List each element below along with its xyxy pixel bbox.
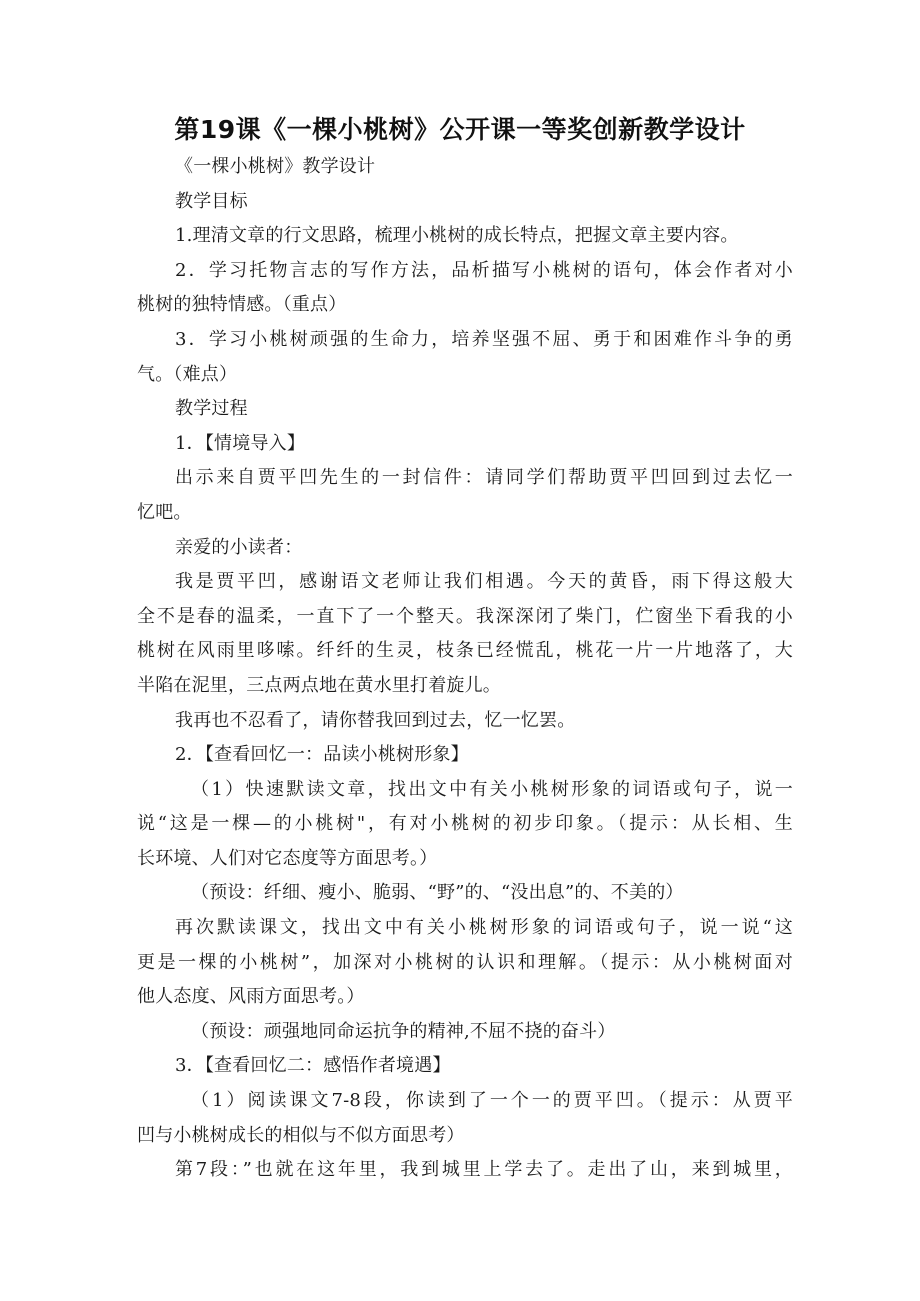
paragraph-line: （1）快速默读文章，找出文中有关小桃树形象的词语或句子，说一 bbox=[191, 778, 793, 800]
paragraph-line: 说“这是一棵—的小桃树"，有对小桃树的初步印象。（提示：从长相、生 bbox=[137, 813, 793, 835]
subtitle-line: 《一棵小桃树》教学设计 bbox=[175, 156, 376, 177]
paragraph-line: 2．学习托物言志的写作方法，品析描写小桃树的语句，体会作者对小 bbox=[175, 259, 793, 281]
paragraph-line: 3．学习小桃树顽强的生命力，培养坚强不屈、勇于和困难作斗争的勇 bbox=[175, 328, 793, 350]
paragraph-line: 桃树的独特情感。（重点） bbox=[137, 294, 347, 316]
paragraph-line: （预设：顽强地同命运抗争的精神,不屈不挠的奋斗） bbox=[191, 1020, 616, 1042]
document-body bbox=[137, 150, 793, 1188]
letter-line: 桃树在风雨里哆嗦。纤纤的生灵，枝条已经慌乱，桃花一片一片地落了，大 bbox=[137, 640, 793, 662]
paragraph-line: 更是一棵的小桃树”，加深对小桃树的认识和理解。（提示：从小桃树面对 bbox=[137, 951, 793, 973]
paragraph-line: （1）阅读课文7-8段，你读到了一个一的贾平凹。（提示：从贾平 bbox=[191, 1090, 793, 1112]
document-title: 第19课《一棵小桃树》公开课一等奖创新教学设计 bbox=[174, 115, 746, 144]
paragraph-line: 再次默读课文，找出文中有关小桃树形象的词语或句子，说一说“这 bbox=[175, 917, 793, 939]
paragraph-line: （预设：纤细、瘦小、脆弱、“野”的、“没出息”的、不美的） bbox=[191, 882, 684, 904]
step-heading: 2．【查看回忆一：品读小桃树形象】 bbox=[175, 744, 469, 766]
paragraph-line: 长环境、人们对它态度等方面思考。） bbox=[137, 847, 438, 869]
paragraph-line: 凹与小桃树成长的相似与不似方面思考） bbox=[137, 1124, 465, 1146]
step-heading: 1．【情境导入】 bbox=[175, 432, 306, 454]
letter-line: 全不是春的温柔，一直下了一个整天。我深深闭了柴门，伫窗坐下看我的小 bbox=[137, 605, 793, 627]
paragraph-line: 第7段：”也就在这年里，我到城里上学去了。走出了山，来到城里， bbox=[175, 1159, 793, 1181]
paragraph-line: 忆吧。 bbox=[137, 501, 192, 523]
paragraph-line: 他人态度、风雨方面思考。） bbox=[137, 986, 365, 1008]
paragraph-line: 气。（难点） bbox=[137, 363, 238, 385]
letter-line: 我再也不忍看了，请你替我回到过去，忆一忆罢。 bbox=[175, 709, 576, 731]
section-heading: 教学过程 bbox=[175, 398, 248, 420]
letter-line: 半陷在泥里，三点两点地在黄水里打着旋儿。 bbox=[137, 674, 501, 696]
letter-salutation: 亲爱的小读者： bbox=[175, 536, 303, 558]
step-heading: 3．【查看回忆二：感悟作者境遇】 bbox=[175, 1055, 451, 1077]
section-heading: 教学目标 bbox=[175, 190, 248, 212]
paragraph-line: 1.理清文章的行文思路，梳理小桃树的成长特点，把握文章主要内容。 bbox=[175, 225, 739, 247]
paragraph-line: 出示来自贾平凹先生的一封信件：请同学们帮助贾平凹回到过去忆一 bbox=[175, 467, 793, 489]
letter-line: 我是贾平凹，感谢语文老师让我们相遇。今天的黄昏，雨下得这般大 bbox=[175, 571, 793, 593]
